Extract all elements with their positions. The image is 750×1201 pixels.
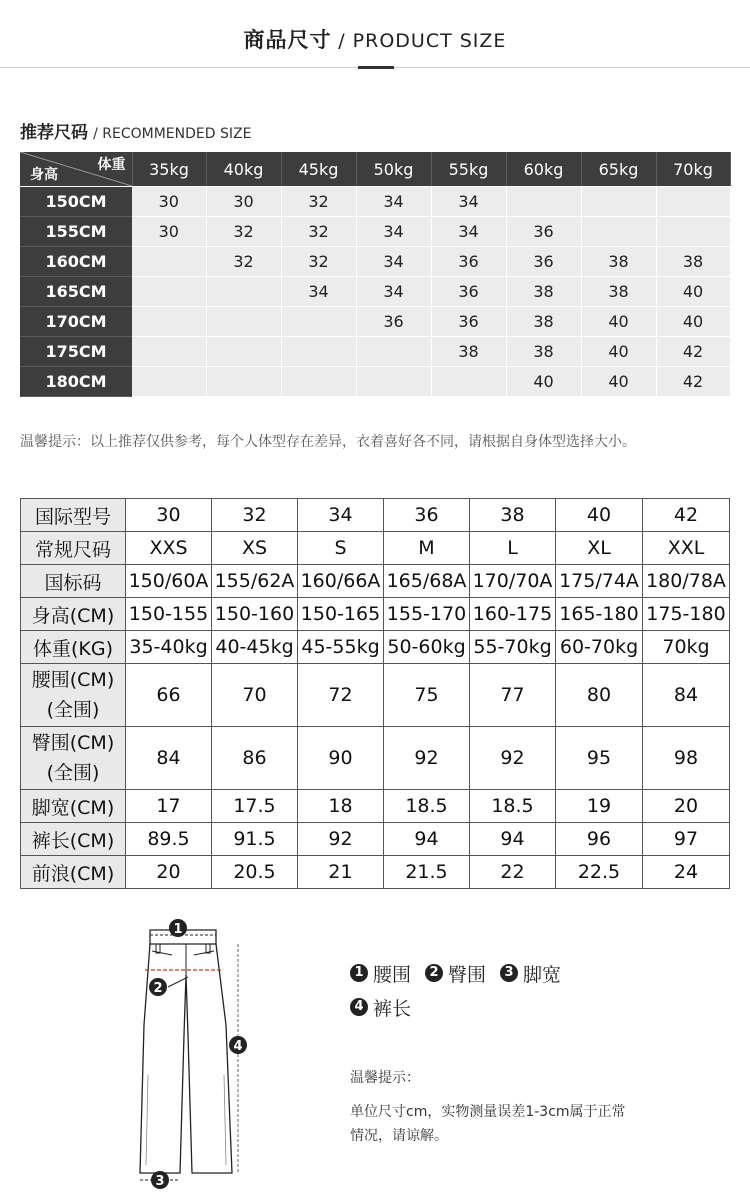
size-cell: 86 xyxy=(212,727,298,790)
recommend-cell: 32 xyxy=(206,217,281,247)
diagram-legend xyxy=(350,956,575,1024)
size-cell: XL xyxy=(556,532,643,565)
legend-row xyxy=(350,990,575,1024)
recommend-cell: 32 xyxy=(206,247,281,277)
size-cell: 18.5 xyxy=(384,790,470,823)
size-row xyxy=(21,631,730,664)
marker-3-icon xyxy=(151,1171,169,1189)
recommend-cell: 38 xyxy=(506,277,581,307)
weight-header: 70kg xyxy=(656,152,730,187)
height-label: 175CM xyxy=(20,337,132,367)
size-row xyxy=(21,598,730,631)
recommend-cell xyxy=(281,337,356,367)
size-row-label xyxy=(21,598,126,631)
size-row-label-sub: (全围) xyxy=(46,699,100,721)
size-cell: 20 xyxy=(126,856,212,889)
legend-label: 裤长 xyxy=(373,997,412,1020)
size-cell: 18 xyxy=(298,790,384,823)
size-cell: XXS xyxy=(126,532,212,565)
legend-label: 脚宽 xyxy=(523,963,562,986)
size-row-label xyxy=(21,856,126,889)
weight-header: 40kg xyxy=(206,152,281,187)
size-row-label xyxy=(21,631,126,664)
size-cell: XS xyxy=(212,532,298,565)
legend-badge-icon: 4 xyxy=(350,998,368,1016)
recommend-row xyxy=(20,307,730,337)
size-cell: 45-55kg xyxy=(298,631,384,664)
recommend-cell: 38 xyxy=(581,277,656,307)
size-cell: 91.5 xyxy=(212,823,298,856)
recommend-cell xyxy=(132,247,206,277)
size-cell: 34 xyxy=(298,499,384,532)
size-cell: 89.5 xyxy=(126,823,212,856)
size-cell: 175-180 xyxy=(643,598,730,631)
size-cell: 94 xyxy=(384,823,470,856)
size-cell: S xyxy=(298,532,384,565)
size-cell: 155-170 xyxy=(384,598,470,631)
corner-weight-label: 体重 xyxy=(97,157,126,173)
svg-text:1: 1 xyxy=(173,922,183,937)
size-cell: 180/78A xyxy=(643,565,730,598)
size-cell: 75 xyxy=(384,664,470,727)
recommend-cell: 34 xyxy=(356,217,431,247)
size-row-label xyxy=(21,823,126,856)
size-cell: 21 xyxy=(298,856,384,889)
size-cell: 84 xyxy=(643,664,730,727)
size-row-label xyxy=(21,565,126,598)
pants-outline xyxy=(140,930,232,1173)
note-line: 单位尺寸cm，实物测量误差1-3cm属于正常 xyxy=(350,1104,626,1120)
recommend-cell: 32 xyxy=(281,187,356,217)
size-cell: 17.5 xyxy=(212,790,298,823)
recommend-header-row xyxy=(20,152,730,187)
recommend-cell: 36 xyxy=(356,307,431,337)
recommend-cell: 40 xyxy=(656,277,730,307)
size-cell: 40 xyxy=(556,499,643,532)
size-cell: 60-70kg xyxy=(556,631,643,664)
note-line: 情况，请谅解。 xyxy=(350,1128,448,1144)
recommend-row xyxy=(20,187,730,217)
marker-4-icon xyxy=(229,1036,247,1054)
recommend-cell xyxy=(356,367,431,397)
size-cell: 150/60A xyxy=(126,565,212,598)
recommend-row xyxy=(20,247,730,277)
size-row xyxy=(21,823,730,856)
recommend-row xyxy=(20,367,730,397)
size-cell: 30 xyxy=(126,499,212,532)
recommend-cell xyxy=(132,307,206,337)
height-label: 170CM xyxy=(20,307,132,337)
size-row-label-sub: (全围) xyxy=(46,762,100,784)
recommend-cell: 36 xyxy=(506,217,581,247)
recommend-row xyxy=(20,337,730,367)
legend-row xyxy=(350,956,575,990)
recommend-row xyxy=(20,277,730,307)
recommend-cell: 36 xyxy=(431,247,506,277)
size-cell: 66 xyxy=(126,664,212,727)
recommend-cell: 36 xyxy=(431,277,506,307)
size-cell: 160-175 xyxy=(470,598,556,631)
size-cell: 94 xyxy=(470,823,556,856)
weight-header: 50kg xyxy=(356,152,431,187)
weight-header: 65kg xyxy=(581,152,656,187)
recommend-cell xyxy=(581,217,656,247)
recommend-cell: 38 xyxy=(506,337,581,367)
recommend-table xyxy=(20,152,731,397)
size-row xyxy=(21,856,730,889)
size-cell: 38 xyxy=(470,499,556,532)
size-cell: 95 xyxy=(556,727,643,790)
size-cell: 160/66A xyxy=(298,565,384,598)
recommend-title-cn: 推荐尺码 xyxy=(20,123,88,143)
size-cell: XXL xyxy=(643,532,730,565)
header-accent-bar xyxy=(358,66,394,69)
recommend-cell: 38 xyxy=(506,307,581,337)
page-title xyxy=(0,24,750,54)
size-row xyxy=(21,499,730,532)
height-label: 160CM xyxy=(20,247,132,277)
recommend-cell xyxy=(132,277,206,307)
recommend-cell: 34 xyxy=(356,277,431,307)
recommend-title xyxy=(20,118,251,143)
recommend-cell: 42 xyxy=(656,337,730,367)
size-cell: 150-160 xyxy=(212,598,298,631)
size-cell: 165-180 xyxy=(556,598,643,631)
recommend-cell: 38 xyxy=(431,337,506,367)
size-row-label-text: 身高(CM) xyxy=(31,604,115,627)
size-row-label xyxy=(21,727,126,790)
size-row-label xyxy=(21,664,126,727)
size-cell: L xyxy=(470,532,556,565)
weight-header: 55kg xyxy=(431,152,506,187)
measurement-note xyxy=(350,1066,626,1148)
size-cell: 32 xyxy=(212,499,298,532)
size-cell: 50-60kg xyxy=(384,631,470,664)
recommend-cell xyxy=(206,337,281,367)
height-label: 155CM xyxy=(20,217,132,247)
size-row xyxy=(21,664,730,727)
corner-height-label: 身高 xyxy=(30,167,58,183)
size-row-label-text: 臀围(CM) xyxy=(31,732,115,754)
recommend-cell xyxy=(206,277,281,307)
recommend-cell xyxy=(206,307,281,337)
recommend-cell: 38 xyxy=(581,247,656,277)
size-cell: 90 xyxy=(298,727,384,790)
size-cell: 97 xyxy=(643,823,730,856)
size-row-label-text: 国际型号 xyxy=(34,505,111,528)
recommend-cell xyxy=(506,187,581,217)
legend-badge-icon: 3 xyxy=(500,964,518,982)
svg-text:4: 4 xyxy=(233,1039,243,1054)
size-cell: 22.5 xyxy=(556,856,643,889)
size-cell: 20.5 xyxy=(212,856,298,889)
recommend-cell xyxy=(281,367,356,397)
size-table xyxy=(20,498,730,889)
size-row-label-text: 脚宽(CM) xyxy=(31,796,115,819)
size-cell: 21.5 xyxy=(384,856,470,889)
legend-item-hip xyxy=(425,960,486,987)
size-row-label xyxy=(21,790,126,823)
recommend-title-en: / RECOMMENDED SIZE xyxy=(93,126,252,142)
recommend-cell xyxy=(281,307,356,337)
size-row-label xyxy=(21,499,126,532)
recommend-cell: 34 xyxy=(431,217,506,247)
size-cell: 175/74A xyxy=(556,565,643,598)
size-cell: 24 xyxy=(643,856,730,889)
recommend-cell: 38 xyxy=(656,247,730,277)
size-row-label-text: 裤长(CM) xyxy=(31,829,115,852)
size-row xyxy=(21,565,730,598)
size-row-label-text: 常规尺码 xyxy=(34,538,111,561)
size-cell: 150-155 xyxy=(126,598,212,631)
weight-header: 60kg xyxy=(506,152,581,187)
size-cell: 40-45kg xyxy=(212,631,298,664)
size-cell: 77 xyxy=(470,664,556,727)
svg-text:2: 2 xyxy=(153,981,163,996)
size-cell: 42 xyxy=(643,499,730,532)
recommend-cell: 30 xyxy=(132,217,206,247)
marker-1-icon xyxy=(169,919,187,937)
recommend-cell xyxy=(206,367,281,397)
size-cell: 98 xyxy=(643,727,730,790)
size-row xyxy=(21,532,730,565)
recommend-cell xyxy=(356,337,431,367)
size-cell: 170/70A xyxy=(470,565,556,598)
recommend-cell: 30 xyxy=(206,187,281,217)
legend-item-waist xyxy=(350,960,411,987)
recommend-cell xyxy=(431,367,506,397)
size-cell: 70 xyxy=(212,664,298,727)
page-title-cn: 商品尺寸 xyxy=(243,28,332,52)
size-cell: 92 xyxy=(298,823,384,856)
legend-label: 臀围 xyxy=(448,963,487,986)
size-cell: 92 xyxy=(470,727,556,790)
size-cell: 96 xyxy=(556,823,643,856)
recommend-cell: 34 xyxy=(281,277,356,307)
size-cell: 72 xyxy=(298,664,384,727)
recommend-row xyxy=(20,217,730,247)
recommend-cell: 36 xyxy=(431,307,506,337)
height-label: 165CM xyxy=(20,277,132,307)
legend-item-length xyxy=(350,994,411,1021)
size-cell: 20 xyxy=(643,790,730,823)
size-cell: 165/68A xyxy=(384,565,470,598)
size-cell: 55-70kg xyxy=(470,631,556,664)
size-row-label-text: 腰围(CM) xyxy=(31,669,115,691)
size-row-label xyxy=(21,532,126,565)
recommend-cell: 40 xyxy=(581,367,656,397)
legend-item-hem xyxy=(500,960,561,987)
size-row xyxy=(21,727,730,790)
size-row-label-text: 国标码 xyxy=(44,571,102,594)
recommend-cell: 40 xyxy=(581,307,656,337)
recommend-cell xyxy=(656,187,730,217)
weight-header: 45kg xyxy=(281,152,356,187)
recommend-cell: 32 xyxy=(281,217,356,247)
recommend-cell xyxy=(581,187,656,217)
recommend-cell: 40 xyxy=(581,337,656,367)
page-title-en: / PRODUCT SIZE xyxy=(338,30,507,52)
size-cell: 17 xyxy=(126,790,212,823)
recommend-cell: 40 xyxy=(656,307,730,337)
size-cell: 84 xyxy=(126,727,212,790)
corner-cell xyxy=(20,152,132,187)
size-row-label-text: 体重(KG) xyxy=(32,637,113,660)
pants-diagram xyxy=(120,915,270,1201)
size-row-label-text: 前浪(CM) xyxy=(31,862,115,885)
legend-label: 腰围 xyxy=(373,963,412,986)
recommend-cell: 34 xyxy=(356,247,431,277)
recommend-cell: 34 xyxy=(356,187,431,217)
recommend-cell: 30 xyxy=(132,187,206,217)
size-cell: 150-165 xyxy=(298,598,384,631)
size-cell: 22 xyxy=(470,856,556,889)
recommend-cell xyxy=(656,217,730,247)
height-label: 180CM xyxy=(20,367,132,397)
recommend-cell: 36 xyxy=(506,247,581,277)
marker-2-icon xyxy=(149,978,167,996)
size-cell: 18.5 xyxy=(470,790,556,823)
svg-text:3: 3 xyxy=(155,1174,165,1189)
recommend-cell xyxy=(132,367,206,397)
recommend-cell: 40 xyxy=(506,367,581,397)
recommend-cell: 34 xyxy=(431,187,506,217)
size-cell: M xyxy=(384,532,470,565)
recommend-cell: 42 xyxy=(656,367,730,397)
size-row xyxy=(21,790,730,823)
recommend-tip: 温馨提示：以上推荐仅供参考，每个人体型存在差异，衣着喜好各不同，请根据自身体型选择大小。 xyxy=(20,434,636,450)
size-cell: 155/62A xyxy=(212,565,298,598)
note-title: 温馨提示： xyxy=(350,1070,420,1086)
height-label: 150CM xyxy=(20,187,132,217)
recommend-cell: 32 xyxy=(281,247,356,277)
size-cell: 36 xyxy=(384,499,470,532)
weight-header: 35kg xyxy=(132,152,206,187)
legend-badge-icon: 2 xyxy=(425,964,443,982)
recommend-cell xyxy=(132,337,206,367)
size-cell: 80 xyxy=(556,664,643,727)
legend-badge-icon: 1 xyxy=(350,964,368,982)
size-cell: 19 xyxy=(556,790,643,823)
size-cell: 35-40kg xyxy=(126,631,212,664)
size-cell: 92 xyxy=(384,727,470,790)
size-cell: 70kg xyxy=(643,631,730,664)
